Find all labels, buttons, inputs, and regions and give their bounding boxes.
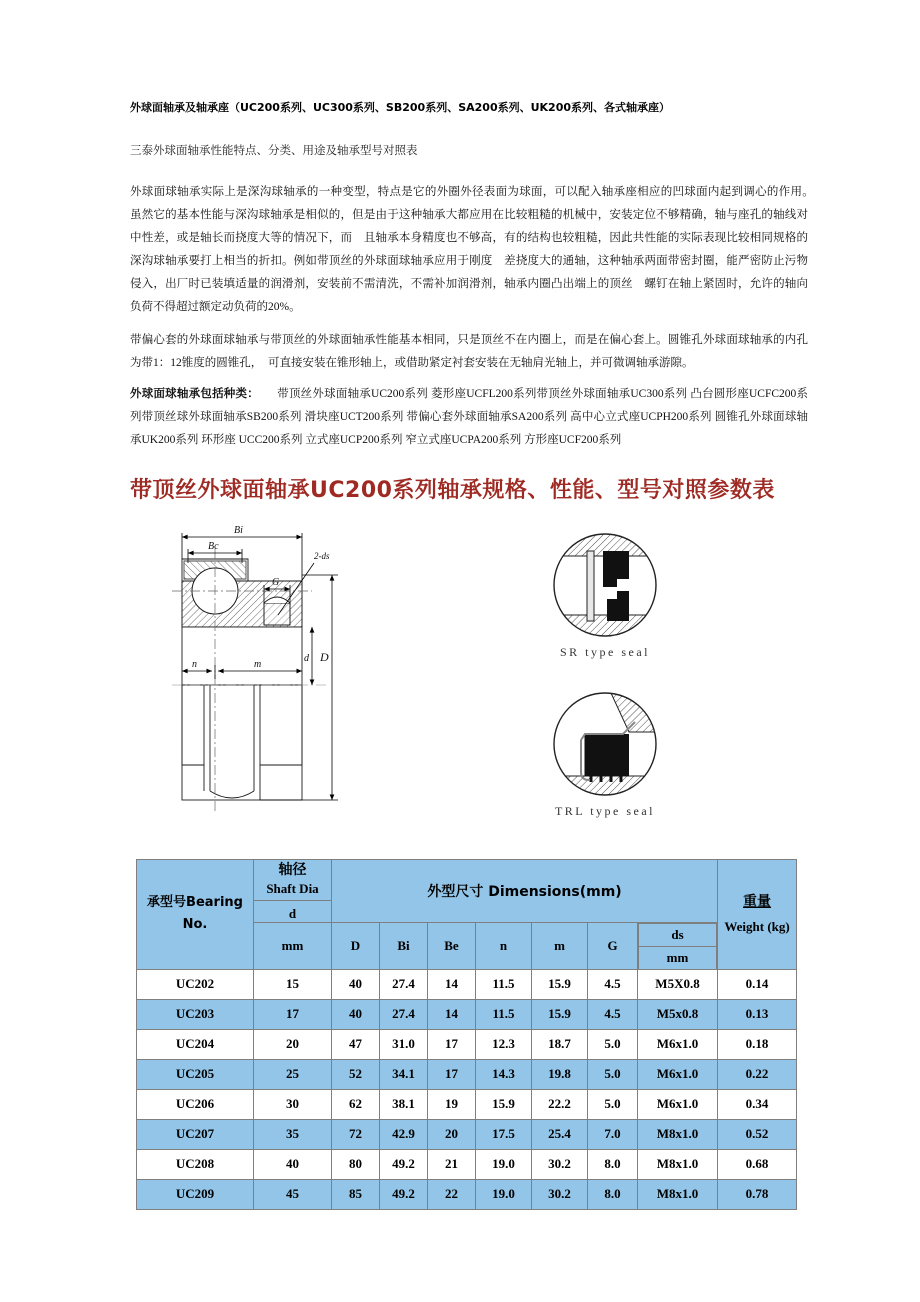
table-row	[137, 1059, 797, 1089]
header-shaft-dia-en: Shaft Dia	[254, 881, 331, 901]
cell-m: 22.2	[532, 1089, 588, 1119]
cell-Bi: 31.0	[380, 1029, 428, 1059]
cell-Be: 14	[428, 999, 476, 1029]
header-weight	[718, 859, 797, 969]
bearing-spec-table	[136, 859, 797, 1210]
cell-d: 40	[254, 1149, 332, 1179]
label-bc: Bc	[208, 540, 219, 552]
header-bearing-no: 承型号Bearing No.	[137, 859, 254, 969]
cell-Be: 17	[428, 1059, 476, 1089]
cell-n: 19.0	[476, 1149, 532, 1179]
cell-m: 15.9	[532, 969, 588, 999]
cell-D: 72	[332, 1119, 380, 1149]
cell-n: 19.0	[476, 1179, 532, 1209]
cell-no: UC207	[137, 1119, 254, 1149]
header-col-m: m	[532, 922, 588, 969]
cell-ds: M5x0.8	[638, 999, 718, 1029]
header-weight-cn: 重量	[743, 893, 772, 910]
label-n: n	[192, 658, 197, 670]
table-row	[137, 1179, 797, 1209]
header-shaft-dia-unit: mm	[254, 922, 332, 969]
cell-n: 17.5	[476, 1119, 532, 1149]
cell-weight: 0.14	[718, 969, 797, 999]
cell-m: 18.7	[532, 1029, 588, 1059]
cell-d: 25	[254, 1059, 332, 1089]
cell-Be: 14	[428, 969, 476, 999]
table-row	[137, 1089, 797, 1119]
cell-D: 40	[332, 999, 380, 1029]
cell-Be: 17	[428, 1029, 476, 1059]
header-col-n: n	[476, 922, 532, 969]
cell-Be: 21	[428, 1149, 476, 1179]
cell-d: 17	[254, 999, 332, 1029]
cell-D: 47	[332, 1029, 380, 1059]
cell-weight: 0.18	[718, 1029, 797, 1059]
cell-d: 15	[254, 969, 332, 999]
cell-no: UC202	[137, 969, 254, 999]
cell-G: 4.5	[588, 999, 638, 1029]
table-row	[137, 1119, 797, 1149]
label-d: d	[304, 652, 309, 664]
cell-G: 5.0	[588, 1059, 638, 1089]
cell-D: 62	[332, 1089, 380, 1119]
cell-d: 45	[254, 1179, 332, 1209]
cell-no: UC203	[137, 999, 254, 1029]
table-header	[137, 859, 797, 969]
cell-Bi: 34.1	[380, 1059, 428, 1089]
cell-m: 30.2	[532, 1149, 588, 1179]
cell-Be: 22	[428, 1179, 476, 1209]
cell-n: 15.9	[476, 1089, 532, 1119]
cell-no: UC204	[137, 1029, 254, 1059]
table-row	[137, 1149, 797, 1179]
cell-D: 52	[332, 1059, 380, 1089]
cell-n: 11.5	[476, 969, 532, 999]
cell-ds: M8x1.0	[638, 1179, 718, 1209]
table-row	[137, 969, 797, 999]
cell-Be: 20	[428, 1119, 476, 1149]
cell-weight: 0.52	[718, 1119, 797, 1149]
cell-d: 30	[254, 1089, 332, 1119]
header-col-Bi: Bi	[380, 922, 428, 969]
cell-d: 20	[254, 1029, 332, 1059]
cell-G: 8.0	[588, 1179, 638, 1209]
cell-n: 11.5	[476, 999, 532, 1029]
sr-type-seal-label: SR type seal	[560, 644, 650, 659]
cell-Bi: 38.1	[380, 1089, 428, 1119]
cell-weight: 0.68	[718, 1149, 797, 1179]
table-body	[137, 969, 797, 1209]
label-g: G	[272, 576, 280, 588]
paragraph-overview: 外球面球轴承实际上是深沟球轴承的一种变型，特点是它的外圈外径表面为球面，可以配入轴承座相应的凹球面内起到调心的作用。 虽然它的基本性能与深沟球轴承是相似的，但是由于这种轴承大都应用在比较粗糙的机械中，安装定位不够精确，轴与座孔的轴线对中性差，或是轴长而挠度大等的情况下，而 且轴承本身精度也不够高，有的结构也较粗糙，因此共性能的实际表现比较相同规格的深沟球轴承要打上相当的折扣。例如带顶丝的外球面球轴承应用于刚度 差挠度大的通轴，这种轴承两面带密封圈，能严密防止污物侵入，出厂时已装填适量的润滑剂，安装前不需清洗，不需补加润滑剂，轴承内圈凸出端上的顶丝 螺钉在轴上紧固时，允许的轴向负荷不得超过额定动负荷的20%。	[130, 186, 831, 314]
cell-Bi: 49.2	[380, 1179, 428, 1209]
cell-ds: M5X0.8	[638, 969, 718, 999]
cell-d: 35	[254, 1119, 332, 1149]
label-cap-d: D	[320, 649, 329, 664]
cell-D: 40	[332, 969, 380, 999]
cell-ds: M8x1.0	[638, 1119, 718, 1149]
header-shaft-dia	[254, 859, 332, 922]
header-col-Be: Be	[428, 922, 476, 969]
cell-D: 80	[332, 1149, 380, 1179]
label-m: m	[254, 658, 262, 670]
cell-ds: M6x1.0	[638, 1029, 718, 1059]
cell-no: UC205	[137, 1059, 254, 1089]
cell-D: 85	[332, 1179, 380, 1209]
types-text: 带顶丝外球面轴承UC200系列 菱形座UCFL200系列带顶丝外球面轴承UC300系列 凸台圆形座UCFC200系列带顶丝球外球面轴承SB200系列 滑块座UCT200系列 带偏心套外球面轴承SA200系列 高中心立式座UCPH200系列 圆锥孔外球面球轴承UK200系列 环形座 UCC200系列 立式座UCP200系列 窄立式座UCPA200系列 方形座UCF200系列	[130, 388, 809, 447]
cell-Be: 19	[428, 1089, 476, 1119]
header-row-1	[137, 859, 797, 922]
cell-m: 15.9	[532, 999, 588, 1029]
header-col-ds	[638, 922, 718, 969]
cell-m: 19.8	[532, 1059, 588, 1089]
cell-n: 14.3	[476, 1059, 532, 1089]
cell-Bi: 49.2	[380, 1149, 428, 1179]
cell-ds: M6x1.0	[638, 1059, 718, 1089]
table-row	[137, 1029, 797, 1059]
cell-ds: M8x1.0	[638, 1149, 718, 1179]
label-2-ds: 2-ds	[314, 550, 330, 561]
sr-type-seal-icon	[545, 529, 665, 641]
trl-type-seal-label: TRL type seal	[554, 803, 656, 818]
cell-weight: 0.34	[718, 1089, 797, 1119]
cell-m: 30.2	[532, 1179, 588, 1209]
trl-type-seal-figure	[490, 688, 720, 819]
cell-n: 12.3	[476, 1029, 532, 1059]
header-col-G: G	[588, 922, 638, 969]
page-title: 外球面轴承及轴承座（UC200系列、UC300系列、SB200系列、SA200系列、UK200系列、各式轴承座）	[130, 101, 671, 114]
cell-ds: M6x1.0	[638, 1089, 718, 1119]
header-shaft-dia-cn: 轴径	[278, 861, 307, 878]
cell-Bi: 42.9	[380, 1119, 428, 1149]
cell-no: UC208	[137, 1149, 254, 1179]
header-col-D: D	[332, 922, 380, 969]
section-heading-uc200: 带顶丝外球面轴承UC200系列轴承规格、性能、型号对照参数表	[130, 478, 775, 504]
sr-type-seal-figure	[490, 529, 720, 660]
cell-weight: 0.22	[718, 1059, 797, 1089]
cell-weight: 0.78	[718, 1179, 797, 1209]
cell-G: 7.0	[588, 1119, 638, 1149]
table-row	[137, 999, 797, 1029]
types-label: 外球面球轴承包括种类：	[130, 388, 259, 401]
cell-Bi: 27.4	[380, 969, 428, 999]
header-weight-en: Weight (kg)	[724, 919, 790, 935]
cell-G: 4.5	[588, 969, 638, 999]
cell-weight: 0.13	[718, 999, 797, 1029]
header-shaft-dia-symbol: d	[288, 905, 297, 921]
cell-no: UC206	[137, 1089, 254, 1119]
header-dimensions-text: 外型尺寸 Dimensions(mm)	[427, 883, 622, 900]
cell-G: 8.0	[588, 1149, 638, 1179]
paragraph-types	[130, 383, 808, 452]
paragraph-eccentric: 带偏心套的外球面球轴承与带顶丝的外球面轴承性能基本相同，只是顶丝不在内圈上，而是在偏心套上。圆锥孔外球面球轴承的内孔为带1：12锥度的圆锥孔， 可直接安装在锥形轴上，或借助紧定衬套安装在无轴肩光轴上，并可微调轴承游隙。	[130, 334, 808, 370]
cell-G: 5.0	[588, 1029, 638, 1059]
page-subtitle: 三泰外球面轴承性能特点、分类、用途及轴承型号对照表	[130, 145, 418, 158]
cell-no: UC209	[137, 1179, 254, 1209]
cell-Bi: 27.4	[380, 999, 428, 1029]
bearing-technical-drawing	[168, 519, 468, 819]
cell-G: 5.0	[588, 1089, 638, 1119]
trl-type-seal-icon	[545, 688, 665, 800]
figure-block	[130, 519, 808, 839]
header-dimensions	[332, 859, 718, 922]
label-bi: Bi	[234, 524, 243, 536]
cell-m: 25.4	[532, 1119, 588, 1149]
header-ds-label: ds	[639, 923, 717, 946]
seal-diagrams	[490, 529, 720, 847]
header-ds-unit: mm	[639, 946, 717, 969]
